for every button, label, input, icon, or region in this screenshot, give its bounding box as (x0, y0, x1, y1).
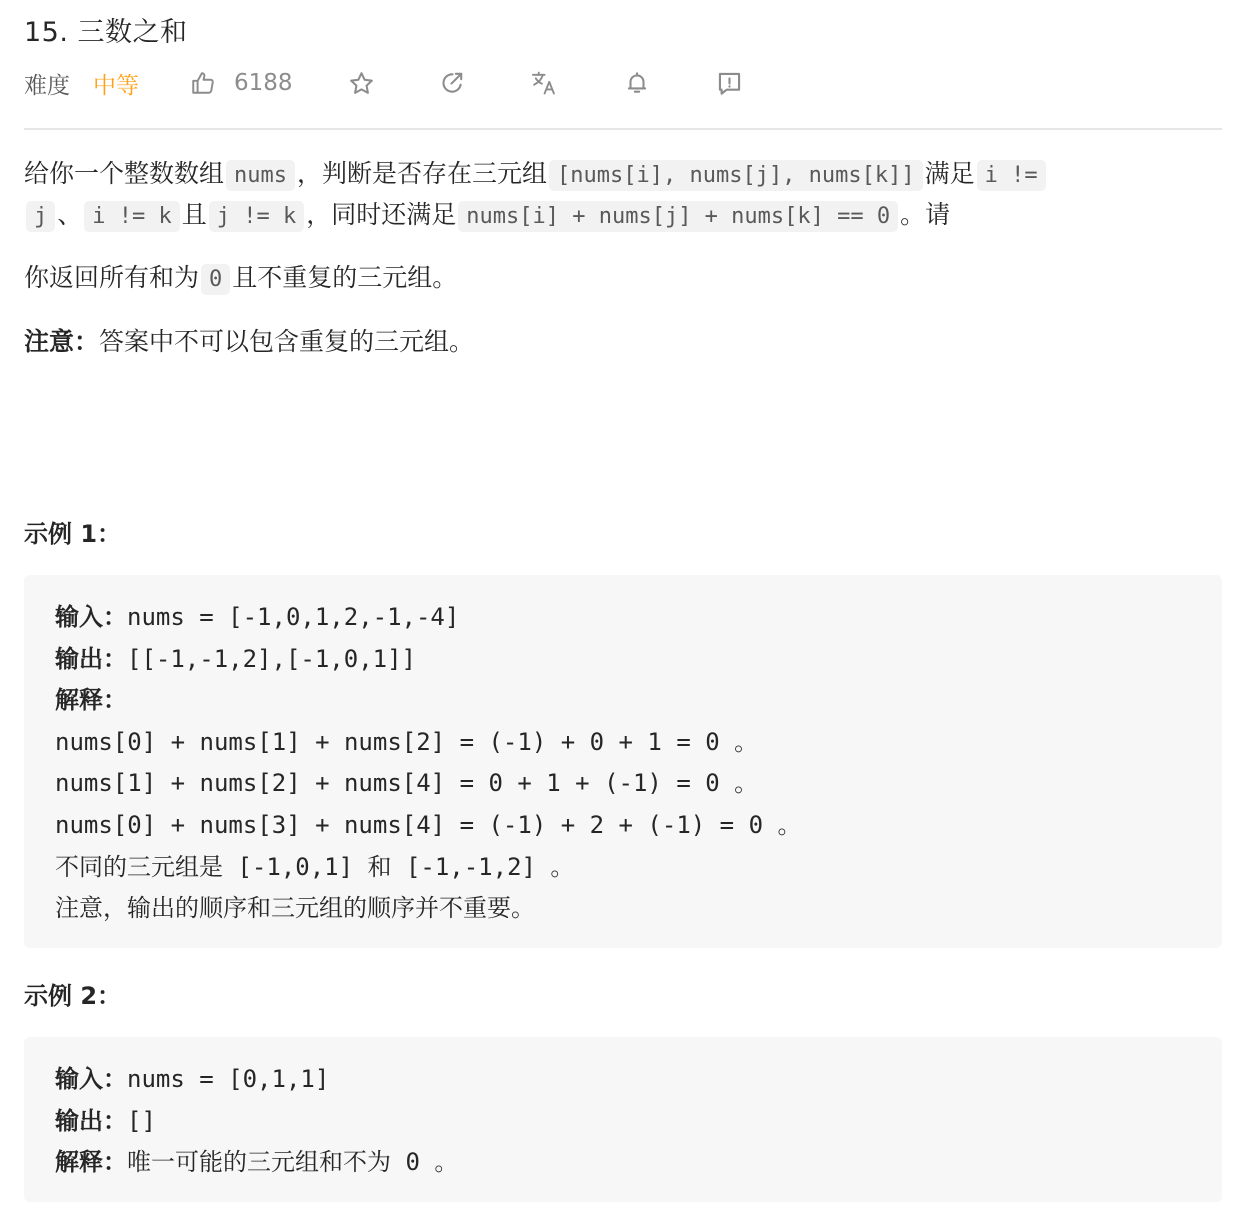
example-output-line (55, 639, 1222, 681)
description-note (24, 322, 1204, 361)
explain-label: 解释： (55, 686, 127, 715)
thumbs-up-icon (190, 70, 216, 96)
description-paragraph-2 (24, 258, 1204, 299)
output-label: 输出： (55, 644, 127, 673)
like-count: 6188 (234, 70, 293, 96)
example-explain-line (55, 680, 1222, 722)
inline-code: i != k (84, 201, 179, 232)
example-explain-line (55, 1142, 1222, 1184)
explain-line: nums[0] + nums[1] + nums[2] = (-1) + 0 + 1 = 0 。 (55, 727, 759, 756)
text: 你返回所有和为 (24, 263, 200, 292)
input-label: 输入： (55, 1065, 127, 1093)
text: 、 (57, 200, 83, 229)
explain-value: 唯一可能的三元组和不为 0 。 (127, 1148, 459, 1177)
bell-icon (624, 70, 650, 96)
text: 且 (181, 200, 207, 229)
example-2-block (24, 1037, 1222, 1202)
example-input-line (55, 1059, 1222, 1101)
explain-line: 不同的三元组是 [-1,0,1] 和 [-1,-1,2] 。 (55, 852, 575, 881)
inline-code: [nums[i], nums[j], nums[k]] (549, 160, 923, 191)
example-1-block (24, 575, 1222, 948)
inline-code: 0 (201, 264, 230, 295)
text: 且不重复的三元组。 (232, 263, 458, 292)
text: 给你一个整数数组 (24, 159, 225, 188)
text: 答案中不可以包含重复的三元组。 (99, 327, 475, 356)
difficulty-label: 难度 (24, 72, 70, 99)
input-value: nums = [-1,0,1,2,-1,-4] (127, 603, 460, 631)
translate-icon (530, 69, 558, 97)
star-icon (348, 70, 375, 97)
example-output-line (55, 1101, 1222, 1143)
translate-button[interactable] (527, 66, 561, 100)
favorite-button[interactable] (344, 66, 378, 100)
text: 满足 (924, 159, 975, 188)
note-label: 注意： (24, 327, 100, 356)
text: ，判断是否存在三元组 (297, 159, 548, 188)
inline-code: i != (977, 160, 1046, 191)
feedback-button[interactable] (712, 66, 746, 100)
explain-label: 解释： (55, 1148, 127, 1177)
description-line (24, 195, 1204, 236)
output-value: [] (127, 1106, 156, 1135)
share-icon (439, 70, 465, 96)
input-value: nums = [0,1,1] (127, 1065, 330, 1093)
explain-line: 注意，输出的顺序和三元组的顺序并不重要。 (55, 894, 535, 923)
input-label: 输入： (55, 603, 127, 631)
inline-code: j (26, 201, 55, 232)
example-input-line (55, 597, 1222, 639)
description-paragraph-1 (24, 154, 1204, 236)
output-label: 输出： (55, 1106, 127, 1135)
output-value: [[-1,-1,2],[-1,0,1]] (127, 644, 416, 673)
explain-line: nums[0] + nums[3] + nums[4] = (-1) + 2 + (-1) = 0 。 (55, 810, 802, 839)
explain-line: nums[1] + nums[2] + nums[4] = 0 + 1 + (-1) = 0 。 (55, 769, 759, 798)
inline-code: nums (226, 160, 295, 191)
text: ，同时还满足 (306, 200, 457, 229)
problem-title: 15. 三数之和 (24, 17, 188, 48)
inline-code: j != k (209, 201, 304, 232)
problem-toolbar (24, 66, 784, 100)
subscribe-button[interactable] (620, 66, 654, 100)
difficulty-value: 中等 (93, 72, 139, 99)
description-line (24, 322, 1204, 361)
text: 。请 (900, 200, 951, 229)
description-line (24, 258, 1204, 299)
feedback-icon (716, 70, 743, 97)
header-divider (24, 128, 1222, 130)
description-line (24, 154, 1204, 195)
inline-code: nums[i] + nums[j] + nums[k] == 0 (458, 201, 898, 232)
example-2-title: 示例 2： (24, 982, 122, 1010)
share-button[interactable] (435, 66, 469, 100)
example-1-title: 示例 1： (24, 520, 122, 548)
like-button[interactable] (190, 66, 293, 100)
